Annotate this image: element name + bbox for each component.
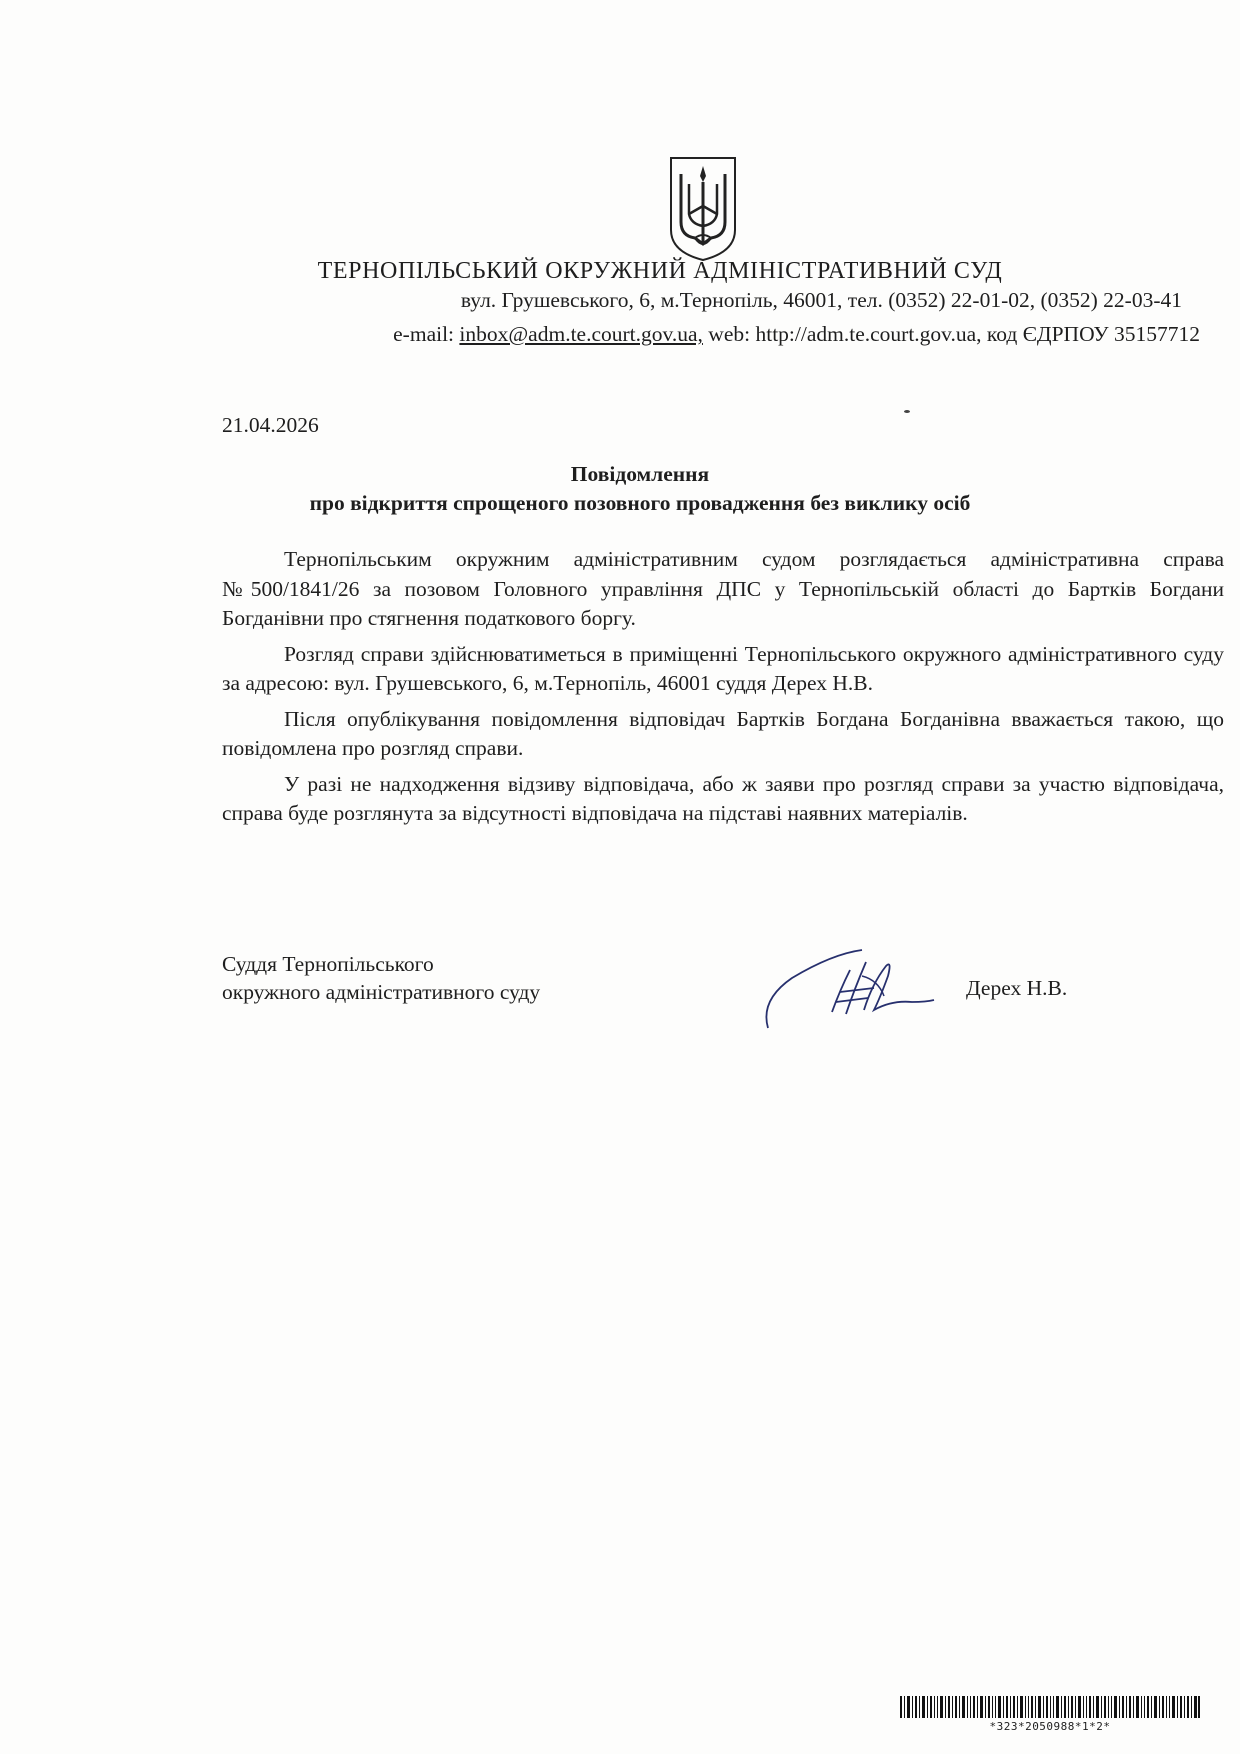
paragraph: Після опублікування повідомлення відповідач Бартків Богдана Богданівна вважається такою, що повідомлена про розгляд справи. bbox=[222, 706, 1224, 760]
signer-position-line-1: Суддя Тернопільського bbox=[222, 952, 434, 976]
barcode bbox=[900, 1696, 1200, 1718]
email-link[interactable]: inbox@adm.te.court.gov.ua, bbox=[459, 322, 703, 346]
document-date: 21.04.2026 bbox=[222, 413, 319, 437]
court-contacts bbox=[0, 322, 1200, 347]
email-label: e-mail: bbox=[393, 322, 460, 346]
coat-of-arms-emblem bbox=[665, 152, 741, 264]
title-line-2: про відкриття спрощеного позовного провадження без виклику осіб bbox=[309, 491, 971, 515]
signer-position bbox=[222, 950, 540, 1006]
document-title bbox=[0, 460, 1240, 518]
paragraph: Тернопільським окружним адміністративним судом розглядається адміністративна справа №500/1841/26 за позовом Головного управління ДПС у Тернопільській області до Бартків Богдани Богданівни про стягнення податкового боргу. bbox=[222, 547, 1224, 630]
web-and-code: web: http://adm.te.court.gov.ua, код ЄДРПОУ 35157712 bbox=[702, 322, 1200, 346]
scan-speck bbox=[904, 410, 910, 413]
handwritten-signature bbox=[762, 940, 937, 1036]
signer-position-line-2: окружного адміністративного суду bbox=[222, 980, 541, 1004]
title-line-1: Повідомлення bbox=[570, 462, 710, 486]
judge-name: Дерех Н.В. bbox=[966, 976, 1068, 1000]
notice-body bbox=[222, 545, 1224, 829]
court-name: ТЕРНОПІЛЬСЬКИЙ ОКРУЖНИЙ АДМІНІСТРАТИВНИЙ СУД bbox=[317, 258, 1003, 284]
barcode-number: *323*2050988*1*2* bbox=[989, 1720, 1111, 1733]
court-address: вул. Грушевського, 6, м.Тернопіль, 46001, тел. (0352) 22-01-02, (0352) 22-03-41 bbox=[460, 288, 1182, 312]
paragraph: У разі не надходження відзиву відповідача, або ж заяви про розгляд справи за участю відповідача, справа буде розглянута за відсутності відповідача на підставі наявних матеріалів. bbox=[222, 771, 1224, 825]
paragraph: Розгляд справи здійснюватиметься в приміщенні Тернопільського окружного адміністративного суду за адресою: вул. Грушевського, 6, м.Тернопіль, 46001 суддя Дерех Н.В. bbox=[222, 641, 1224, 695]
